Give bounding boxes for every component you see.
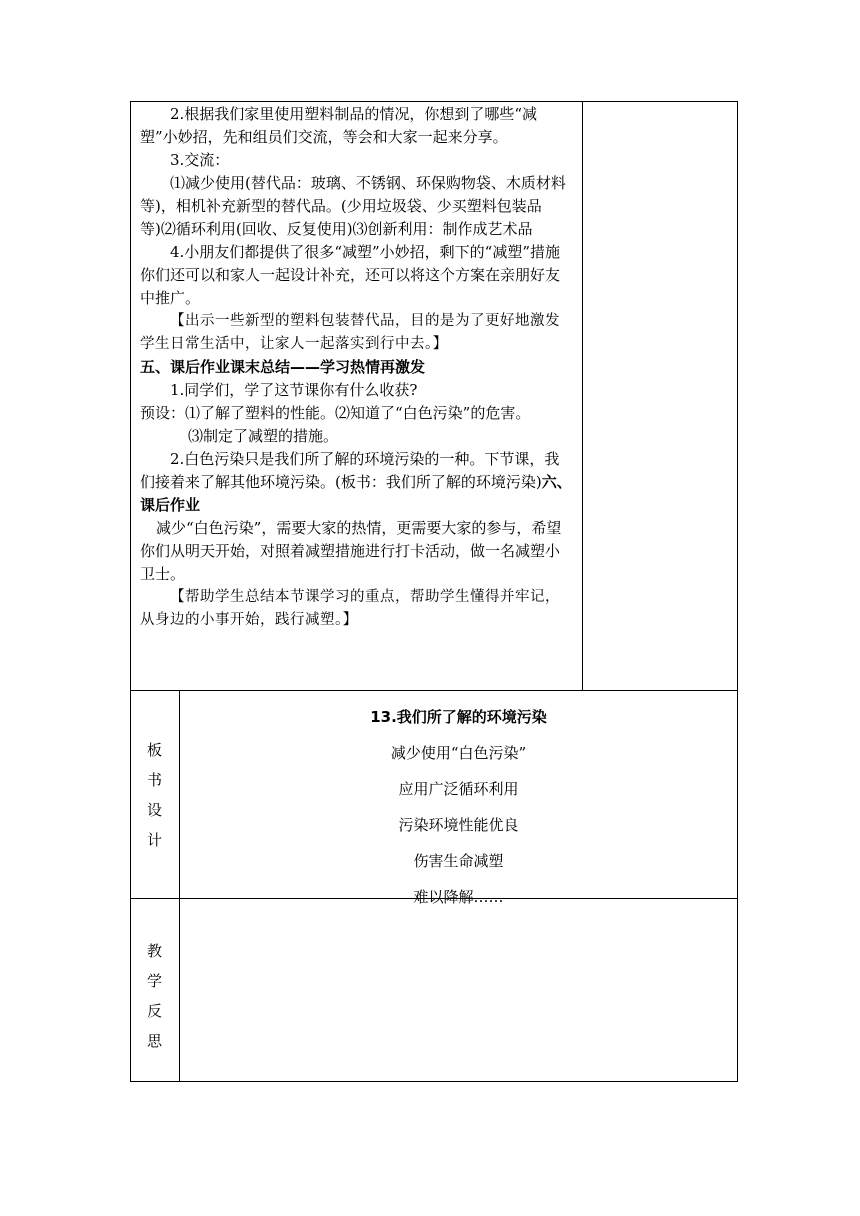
paragraph: 4.小朋友们都提供了很多“减塑”小妙招，剩下的“减塑”措施你们还可以和家人一起设计补充，还可以将这个方案在亲朋好友中推广。 bbox=[140, 243, 561, 307]
board-line: 伤害生命减塑 bbox=[413, 852, 504, 870]
paragraph: ⑴减少使用(替代品：玻璃、不锈钢、环保购物袋、木质材料等)，相机补充新型的替代品。(少用垃圾袋、少买塑料包装品等)⑵循环利用(回收、反复使用)⑶创新利用：制作成艺术品 bbox=[140, 174, 566, 238]
paragraph: 2.根据我们家里使用塑料制品的情况，你想到了哪些“减塑”小妙招，先和组员们交流，等会和大家一起来分享。 bbox=[140, 105, 537, 146]
board-design-label: 板 书 设 计 bbox=[146, 741, 162, 849]
board-line: 应用广泛循环利用 bbox=[398, 780, 519, 798]
section-heading-inline: 六、课后作业 bbox=[140, 473, 572, 514]
paragraph: 3.交流： bbox=[170, 151, 230, 169]
paragraph bbox=[140, 448, 572, 517]
board-line: 污染环境性能优良 bbox=[398, 816, 519, 834]
teaching-note: 【出示一些新型的塑料包装替代品，目的是为了更好地激发学生日常生活中，让家人一起落实到行中去。】 bbox=[140, 313, 560, 352]
paragraph: 预设：⑴了解了塑料的性能。⑵知道了“白色污染”的危害。 bbox=[140, 404, 531, 422]
board-design-content bbox=[180, 701, 737, 917]
paragraph: ⑶制定了减塑的措施。 bbox=[188, 427, 339, 445]
teaching-note: 【帮助学生总结本节课学习的重点，帮助学生懂得并牢记，从身边的小事开始，践行减塑。】 bbox=[140, 589, 560, 628]
board-line: 减少使用“白色污染” bbox=[390, 744, 527, 762]
reflection-content bbox=[180, 899, 737, 1081]
table-border-right bbox=[737, 101, 738, 1082]
reflection-label: 教 学 反 思 bbox=[146, 942, 162, 1050]
lesson-content bbox=[140, 103, 572, 632]
table-border-bottom bbox=[130, 1081, 738, 1082]
section-heading: 五、课后作业课末总结——学习热情再激发 bbox=[140, 358, 426, 376]
paragraph-text: 2.白色污染只是我们所了解的环境污染的一种。下节课，我们接着来了解其他环境污染。(板书：我们所了解的环境污染) bbox=[140, 450, 560, 491]
paragraph: 1.同学们，学了这节课你有什么收获? bbox=[170, 381, 418, 399]
table-divider-1 bbox=[130, 690, 738, 691]
table-border-top bbox=[130, 101, 738, 102]
board-line: 难以降解…… bbox=[413, 888, 504, 906]
table-border-left bbox=[130, 101, 131, 1082]
board-title: 13.我们所了解的环境污染 bbox=[370, 708, 547, 726]
paragraph: 减少“白色污染”，需要大家的热情，更需要大家的参与，希望你们从明天开始，对照着减塑措施进行打卡活动，做一名减塑小卫士。 bbox=[140, 519, 562, 583]
notes-column-divider bbox=[582, 101, 583, 691]
